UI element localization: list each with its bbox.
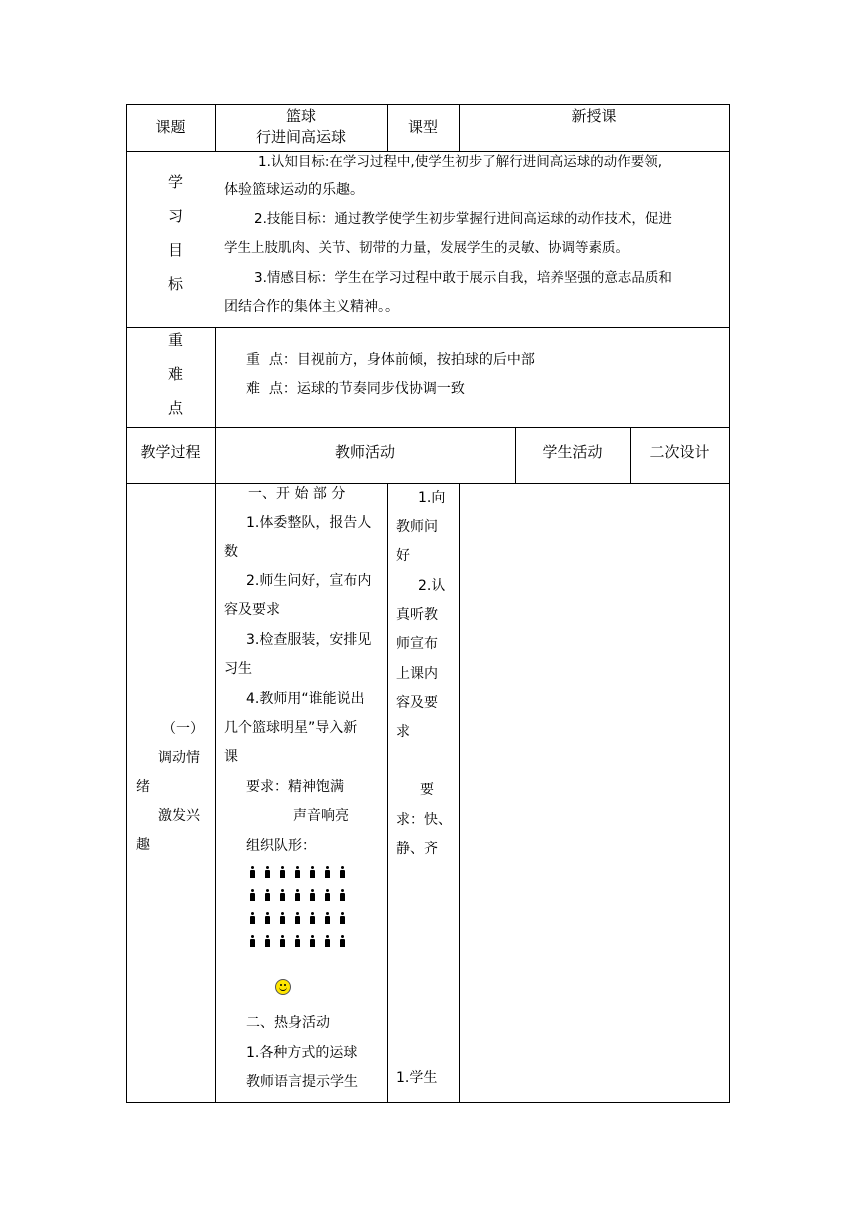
objective-cognitive-cont: 体验篮球运动的乐趣。 xyxy=(224,182,364,198)
table-rule xyxy=(387,483,388,1103)
student-step: 2.认 xyxy=(418,578,446,594)
person-icon xyxy=(250,935,255,947)
warmup-step: 1.各种方式的运球 xyxy=(246,1045,358,1061)
person-icon xyxy=(280,912,285,924)
person-icon xyxy=(310,866,315,878)
formation-diagram xyxy=(250,866,360,956)
person-icon xyxy=(265,912,270,924)
person-icon xyxy=(325,935,330,947)
topic-line-1: 篮球 xyxy=(285,107,316,125)
person-icon xyxy=(250,866,255,878)
person-icon xyxy=(310,912,315,924)
person-icon xyxy=(310,889,315,901)
table-rule xyxy=(126,427,730,428)
lesson-type-label: 课型 xyxy=(407,118,438,136)
teacher-step: 几个篮球明星”导入新 xyxy=(224,720,358,736)
student-step: 真听教 xyxy=(396,607,438,623)
warmup-title: 二、热身活动 xyxy=(246,1015,330,1031)
topic-line-2: 行进间高运球 xyxy=(255,128,346,146)
stage-label-line: 趣 xyxy=(136,837,150,853)
lesson-type-value: 新授课 xyxy=(571,107,617,125)
student-requirement: 求：快、 xyxy=(396,812,452,828)
student-step: 1.向 xyxy=(418,490,446,506)
student-step: 求 xyxy=(396,724,410,740)
warmup-step: 教师语言提示学生 xyxy=(246,1074,358,1090)
objectives-label-char: 目 xyxy=(168,241,184,259)
keypoints-label-char: 重 xyxy=(168,331,184,349)
student-step: 好 xyxy=(396,548,410,564)
teacher-activity-header: 教师活动 xyxy=(334,443,395,461)
person-icon xyxy=(325,889,330,901)
keypoints-label-char: 难 xyxy=(168,365,184,383)
smiley-icon xyxy=(275,979,291,995)
person-icon xyxy=(340,912,345,924)
student-activity-header: 学生活动 xyxy=(542,443,603,461)
stage-label-line: 激发兴 xyxy=(158,808,200,824)
keypoints-label-char: 点 xyxy=(168,399,184,417)
objective-cognitive: 1.认知目标:在学习过程中,使学生初步了解行进间高运球的动作要领, xyxy=(258,154,663,170)
person-icon xyxy=(325,912,330,924)
person-icon xyxy=(280,935,285,947)
teacher-step: 习生 xyxy=(224,661,252,677)
student-requirement: 要 xyxy=(420,782,434,798)
difficult-point: 难 点：运球的节奏同步伐协调一致 xyxy=(246,381,465,397)
teacher-step: 容及要求 xyxy=(224,602,280,618)
student-step: 师宣布 xyxy=(396,636,438,652)
stage-label-line: （一） xyxy=(162,721,204,737)
person-icon xyxy=(250,889,255,901)
person-icon xyxy=(295,889,300,901)
key-point: 重 点：目视前方，身体前倾，按拍球的后中部 xyxy=(246,352,535,368)
person-icon xyxy=(325,866,330,878)
table-border-left xyxy=(126,104,127,1103)
teacher-step: 3.检查服装，安排见 xyxy=(246,632,372,648)
person-icon xyxy=(265,935,270,947)
process-header: 教学过程 xyxy=(140,443,201,461)
objective-skill: 2.技能目标：通过教学使学生初步掌握行进间高运球的动作技术，促进 xyxy=(254,211,672,227)
teacher-step: 一、开 始 部 分 xyxy=(248,486,346,502)
person-icon xyxy=(265,866,270,878)
teacher-step: 4.教师用“谁能说出 xyxy=(246,691,365,707)
objective-skill-cont: 学生上肢肌肉、关节、韧带的力量，发展学生的灵敏、协调等素质。 xyxy=(224,240,629,256)
objective-affective-cont: 团结合作的集体主义精神。。 xyxy=(224,299,399,315)
person-icon xyxy=(295,935,300,947)
person-icon xyxy=(250,912,255,924)
person-icon xyxy=(340,889,345,901)
stage-label-line: 调动情 xyxy=(158,750,200,766)
objective-affective: 3.情感目标：学生在学习过程中敢于展示自我，培养坚强的意志品质和 xyxy=(254,270,672,286)
stage-label-line: 绪 xyxy=(136,779,150,795)
teacher-step: 课 xyxy=(224,749,238,765)
person-icon xyxy=(340,866,345,878)
table-rule xyxy=(126,327,730,328)
teacher-step: 2.师生问好，宣布内 xyxy=(246,573,372,589)
redesign-header: 二次设计 xyxy=(649,443,710,461)
student-step: 容及要 xyxy=(396,695,438,711)
table-border-top xyxy=(126,104,730,105)
student-step: 1.学生 xyxy=(396,1070,438,1086)
student-step: 教师问 xyxy=(396,519,438,535)
person-icon xyxy=(280,866,285,878)
teacher-step: 1.体委整队，报告人 xyxy=(246,515,372,531)
objectives-label-char: 习 xyxy=(168,207,184,225)
person-icon xyxy=(295,866,300,878)
table-rule xyxy=(459,483,460,1103)
table-rule xyxy=(215,483,216,1103)
topic-label: 课题 xyxy=(155,118,186,136)
person-icon xyxy=(340,935,345,947)
person-icon xyxy=(295,912,300,924)
formation-label: 组织队形： xyxy=(246,838,316,854)
table-border-right xyxy=(729,104,730,1103)
person-icon xyxy=(310,935,315,947)
teacher-requirement: 要求：精神饱满 xyxy=(246,779,344,795)
teacher-requirement: 声音响亮 xyxy=(293,808,349,824)
objectives-label-char: 学 xyxy=(168,173,184,191)
teacher-step: 数 xyxy=(224,544,238,560)
person-icon xyxy=(265,889,270,901)
table-border-bottom xyxy=(126,1102,730,1103)
person-icon xyxy=(280,889,285,901)
student-requirement: 静、齐 xyxy=(396,841,438,857)
table-rule xyxy=(215,327,216,427)
objectives-label-char: 标 xyxy=(168,275,184,293)
student-step: 上课内 xyxy=(396,666,438,682)
